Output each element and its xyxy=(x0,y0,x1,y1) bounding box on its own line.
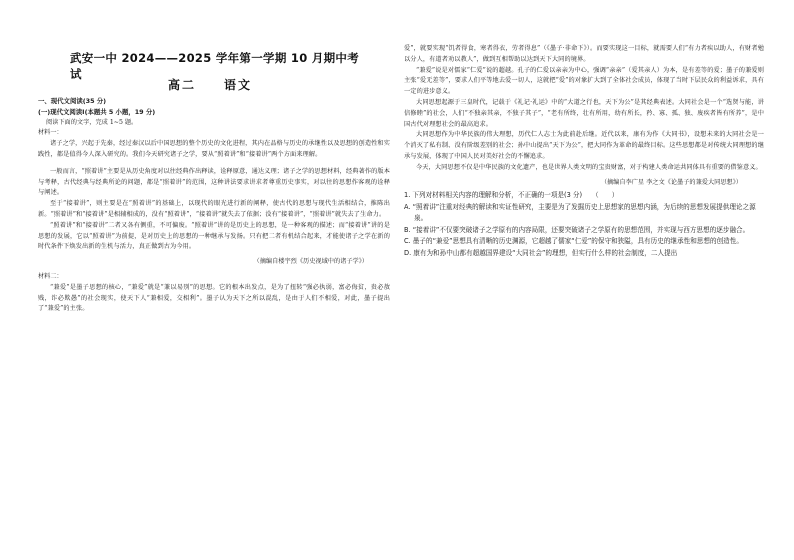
exam-title: 武安一中 2024——2025 学年第一学期 10 月期中考试 xyxy=(70,51,360,81)
section-title: 一、现代文阅读(35 分) xyxy=(38,97,107,105)
paragraph: 今天，大同思想不仅是中华民族的文化遗产，也是世界人类文明的宝贵财富，对于构建人类命运共同体具有重要的借鉴意义。 xyxy=(416,163,762,171)
paragraph: “兼爱”说是对儒家“仁爱”说的超越。孔子的仁爱以亲亲为中心，强调“亲亲”（爱其亲人）为本，是有差等的爱；墨子的兼爱则主张“爱无差等”，要求人们平等地去爱一切人，这就把“爱”的对象扩大到了全体社会成员，体现了当时下层民众的利益诉求，具有一定的进步意义。 xyxy=(404,66,764,96)
section-header xyxy=(38,96,390,315)
right-content xyxy=(404,44,764,259)
grade-label: 高二 xyxy=(168,78,197,92)
option-c: C. 墨子的“兼爱”思想具有清晰的历史渊源，它超越了儒家“仁爱”的保守和狭隘，具有历史的继承性和思想的创造性。 xyxy=(404,237,743,246)
subsection-title: (一)现代文阅读Ⅰ(本题共 5 小题，19 分) xyxy=(38,107,156,116)
source-citation: （摘编自李广星 李之文《论墨子的兼爱大同思想》） xyxy=(600,178,742,186)
paragraph: 大同思想起源于三皇时代，记载于《礼记·礼运》中的“大道之行也，天下为公”是其经典表述。大同社会是一个“选贤与能，讲信修睦”的社会，人们“不独亲其亲，不独子其子”，“老有所终，壮有所用，幼有所长，矜、寡、孤、独、废疾者皆有所养”，是中国古代对理想社会的最高追求。 xyxy=(404,98,764,128)
option-d: D. 康有为和孙中山都有超越国界建设“大同社会”的理想，但实行什么样的社会制度，二人提出 xyxy=(404,248,678,257)
instruction: 阅读下面的文字，完成 1~5 题。 xyxy=(46,118,138,126)
paragraph: “兼爱”是墨子思想的核心，“兼爱”就是“兼以易别”的思想。它的根本出发点，是为了扭转“强必执弱，富必侮贫，贵必敖贱，诈必欺愚”的社会现实，使天下人“兼相爱，交相利”。墨子认为天下之所以混乱，是由于人们不相爱，对此，墨子提出了“兼爱”的主张。 xyxy=(38,283,390,313)
exam-subtitle xyxy=(168,76,280,93)
paragraph: 诸子之学，兴起于先秦，经过秦汉以后中国思想的整个历史的文化进程，其内在品格与历史的承继性以及思想的创造性和实践性，都是值得今人深入研究的。我们今天研究诸子之学，要从“照着讲”和“接着讲”两个方面来理解。 xyxy=(38,140,390,158)
paragraph: “照着讲”和“接着讲”二者又各有侧重，不可偏废。“照着讲”讲的是历史上的思想，是一种客观的描述；而“接着讲”讲的是思想的发展，它以“照着讲”为前提，是对历史上的思想的一种继承与发扬。只有把二者有机结合起来，才能使诸子之学在新的时代条件下焕发出新的生机与活力，真正做到古为今用。 xyxy=(38,221,390,251)
paragraph: 爱”，就要实现“饥者得食，寒者得衣，劳者得息”（《墨子·非命下》）。而要实现这一目标，就需要人们“有力者疾以助人，有财者勉以分人，有道者劝以教人”，做到互相帮助以达到天下大同的境界。 xyxy=(404,45,764,63)
paragraph: 一般而言，“照着讲”主要是从历史角度对以往经典作出释读，诠释原意，通达义理；诸子之学的思想材料，经典著作的版本与考释，古代经典与经典所论的问题，都是“照着讲”的范围，这种讲法要求讲求者尊重历史事实，对以往的思想作客观的诠释与阐述。 xyxy=(38,167,390,197)
subject-label: 语文 xyxy=(224,78,253,92)
option-a: A. “照着讲”注重对经典的解读和实证性研究，主要是为了发掘历史上思想家的思想内涵，为后续的思想发展提供理论之源泉。 xyxy=(404,202,756,223)
material-one-label: 材料一： xyxy=(38,129,63,137)
source-citation: （摘编自楼宇烈《历史视域中的诸子学》） xyxy=(253,258,368,266)
material-two-label: 材料二： xyxy=(38,272,63,280)
option-b: B. “接着讲”不仅要突破诸子之学原有的内容局限，还要突破诸子之学原有的思想范围，并实现与西方思想的逐步融合。 xyxy=(404,225,750,234)
question-1: 1. 下列对材料相关内容的理解和分析，不正确的一项是(3 分) （ ） xyxy=(404,191,619,200)
paragraph: 至于“接着讲”，则主要是在“照着讲”的基础上，以现代的眼光进行新的阐释，使古代的思想与现代生活相结合，推陈出新。“照着讲”和“接着讲”是相辅相成的，没有“照着讲”，“接着讲”就失去了依据；没有“接着讲”，“照着讲”就失去了生命力。 xyxy=(38,200,390,218)
paragraph: 大同思想作为中华民族的伟大理想，历代仁人志士为此前赴后继。近代以来，康有为作《大同书》，设想未来的大同社会是一个消灭了私有制、没有阶级差别的社会；孙中山提出“天下为公”，把大同作为革命的最终目标。这些思想都是对传统大同理想的继承与发展，体现了中国人民对美好社会的不懈追求。 xyxy=(404,131,764,160)
